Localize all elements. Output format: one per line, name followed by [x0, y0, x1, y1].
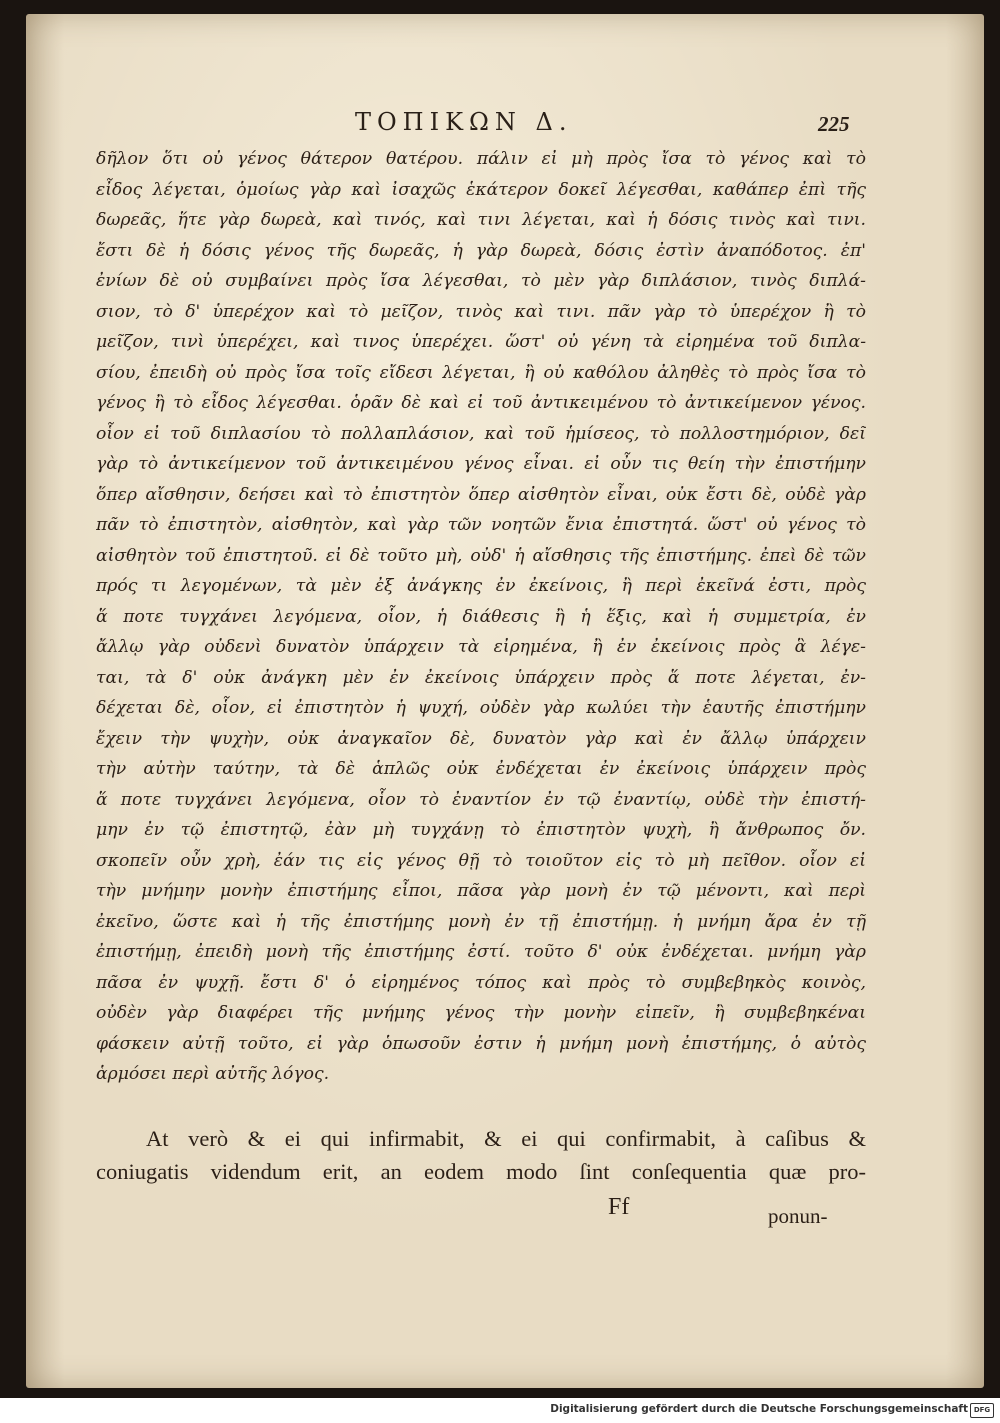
greek-line: μην ἐν τῷ ἐπιστητῷ, ἐὰν μὴ τυγχάνῃ τὸ ἐπιστητὸν ψυχὴ, ἢ ἄνθρωπος ὄν.	[96, 820, 866, 840]
greek-line: σίου, ἐπειδὴ οὐ πρὸς ἴσα τοῖς εἴδεσι λέγεται, ἢ οὐ καθόλου ἀληθὲς τὸ πρὸς ἴσα τὸ	[96, 362, 866, 383]
greek-line: ἔστι δὲ ἡ δόσις γένος τῆς δωρεᾶς, ἡ γὰρ δωρεὰ, δόσις ἐστὶν ἀναπόδοτος. ἐπ'	[96, 240, 866, 261]
footer-credit: Digitalisierung gefördert durch die Deutsche Forschungsgemeinschaft	[550, 1403, 968, 1415]
greek-line: πᾶν τὸ ἐπιστητὸν, αἰσθητὸν, καὶ γὰρ τῶν νοητῶν ἔνια ἐπιστητά. ὥστ' οὐ γένος τὸ	[96, 515, 866, 535]
dfg-logo-icon: DFG	[970, 1403, 994, 1418]
footer	[0, 1398, 1000, 1423]
greek-line: ἔχειν τὴν ψυχὴν, οὐκ ἀναγκαῖον δὲ, δυνατὸν γὰρ καὶ ἐν ἄλλῳ ὑπάρχειν	[96, 728, 866, 749]
greek-line: πρός τι λεγομένων, τὰ μὲν ἐξ ἀνάγκης ἐν ἐκείνοις, ἢ περὶ ἐκεῖνά ἐστι, πρὸς	[96, 576, 866, 596]
greek-line: φάσκειν αὐτῇ τοῦτο, εἰ γὰρ ὁπωσοῦν ἐστιν ἡ μνήμη μονὴ ἐπιστήμης, ὁ αὐτὸς	[96, 1033, 866, 1054]
greek-line: τὴν αὐτὴν ταύτην, τὰ δὲ ἁπλῶς οὐκ ἐνδέχεται ἐν ἐκείνοις ὑπάρχειν πρὸς	[96, 759, 866, 779]
greek-line: δέχεται δὲ, οἷον, εἰ ἐπιστητὸν ἡ ψυχή, οὐδὲν γὰρ κωλύει τὴν ἑαυτῆς ἐπιστήμην	[96, 698, 866, 718]
latin-line: At verò & ei qui infirmabit, & ei qui confirmabit, à caſibus &	[146, 1126, 866, 1151]
greek-line: ἐνίων δὲ οὐ συμβαίνει πρὸς ἴσα λέγεσθαι, τὸ μὲν γὰρ διπλάσιον, τινὸς διπλά-	[96, 271, 866, 291]
greek-line: εἶδος λέγεται, ὁμοίως γὰρ καὶ ἰσαχῶς ἑκάτερον δοκεῖ λέγεσθαι, καθάπερ ἐπὶ τῆς	[96, 179, 866, 200]
greek-line: ὅπερ αἴσθησιν, δεήσει καὶ τὸ ἐπιστητὸν ὅπερ αἰσθητὸν εἶναι, οὐκ ἔστι δὲ, οὐδὲ γὰρ	[96, 484, 866, 505]
greek-line: αἰσθητὸν τοῦ ἐπιστητοῦ. εἰ δὲ τοῦτο μὴ, οὐδ' ἡ αἴσθησις τῆς ἐπιστήμης. ἐπεὶ δὲ τῶν	[96, 545, 866, 566]
greek-line: ἄλλῳ γὰρ οὐδενὶ δυνατὸν ὑπάρχειν τὰ εἰρημένα, ἢ ἐν ἐκείνοις πρὸς ἃ λέγε-	[96, 637, 866, 657]
greek-line: οἷον εἰ τοῦ διπλασίου τὸ πολλαπλάσιον, καὶ τοῦ ἡμίσεος, τὸ πολλοστημόριον, δεῖ	[96, 423, 866, 444]
greek-line: σιον, τὸ δ' ὑπερέχον καὶ τὸ μεῖζον, τινὸς καὶ τινι. πᾶν γὰρ τὸ ὑπερέχον ἢ τὸ	[96, 301, 866, 322]
greek-line: σκοπεῖν οὖν χρὴ, ἐάν τις εἰς γένος θῇ τὸ τοιοῦτον εἰς τὸ μὴ πεῖθον. οἷον εἰ	[96, 850, 866, 871]
greek-line: ἐκεῖνο, ὥστε καὶ ἡ τῆς ἐπιστήμης μονὴ ἐν τῇ ἐπιστήμῃ. ἡ μνήμη ἄρα ἐν τῇ	[96, 911, 866, 932]
latin-text-block	[96, 1122, 866, 1188]
greek-line: ται, τὰ δ' οὐκ ἀνάγκη μὲν ἐν ἐκείνοις ὑπάρχειν πρὸς ἅ ποτε λέγεται, ἐν-	[96, 667, 866, 688]
greek-line: ἅ ποτε τυγχάνει λεγόμενα, οἷον τὸ ἐναντίον ἐν τῷ ἐναντίῳ, οὐδὲ τὴν ἐπιστή-	[96, 789, 866, 810]
greek-line: δῆλον ὅτι οὐ γένος θάτερον θατέρου. πάλιν εἰ μὴ πρὸς ἴσα τὸ γένος καὶ τὸ	[96, 149, 866, 169]
greek-text-block	[96, 144, 866, 1090]
catchword: ponun-	[768, 1204, 828, 1228]
greek-line: πᾶσα ἐν ψυχῇ. ἔστι δ' ὁ εἰρημένος τόπος καὶ πρὸς τὸ συμβεβηκὸς κοινὸς,	[96, 972, 866, 993]
page-number: 225	[818, 112, 850, 136]
signature-mark: Ff	[608, 1194, 630, 1220]
greek-line: μεῖζον, τινὶ ὑπερέχει, καὶ τινος ὑπερέχει. ὥστ' οὐ γένη τὰ εἰρημένα τοῦ διπλα-	[96, 332, 866, 352]
greek-line: ἐπιστήμῃ, ἐπειδὴ μονὴ τῆς ἐπιστήμης ἐστί. τοῦτο δ' οὐκ ἐνδέχεται. μνήμη γὰρ	[96, 942, 866, 962]
greek-line: ἁρμόσει περὶ αὐτῆς λόγος.	[96, 1064, 330, 1084]
page-header	[0, 98, 1000, 138]
greek-line: οὐδὲν γὰρ διαφέρει τῆς μνήμης γένος τὴν μονὴν εἰπεῖν, ἢ συμβεβηκέναι	[96, 1003, 866, 1023]
running-head: ΤΟΠΙΚΩΝ Δ.	[355, 108, 573, 136]
greek-line: γὰρ τὸ ἀντικείμενον τοῦ ἀντικειμένου γένος εἶναι. εἰ οὖν τις θείη τὴν ἐπιστήμην	[96, 454, 866, 474]
greek-line: τὴν μνήμην μονὴν ἐπιστήμης εἶποι, πᾶσα γὰρ μονὴ ἐν τῷ μένοντι, καὶ περὶ	[96, 881, 866, 901]
latin-line: coniugatis videndum erit, an eodem modo ſint conſequentia quæ pro-	[96, 1159, 866, 1184]
greek-line: γένος ἢ τὸ εἶδος λέγεσθαι. ὁρᾶν δὲ καὶ εἰ τοῦ ἀντικειμένου τὸ ἀντικείμενον γένος.	[96, 393, 866, 413]
greek-line: ἅ ποτε τυγχάνει λεγόμενα, οἷον, ἡ διάθεσις ἢ ἡ ἕξις, καὶ ἡ συμμετρία, ἐν	[96, 606, 866, 627]
greek-line: δωρεᾶς, ἥτε γὰρ δωρεὰ, καὶ τινός, καὶ τινι λέγεται, καὶ ἡ δόσις τινὸς καὶ τινι.	[96, 210, 866, 230]
